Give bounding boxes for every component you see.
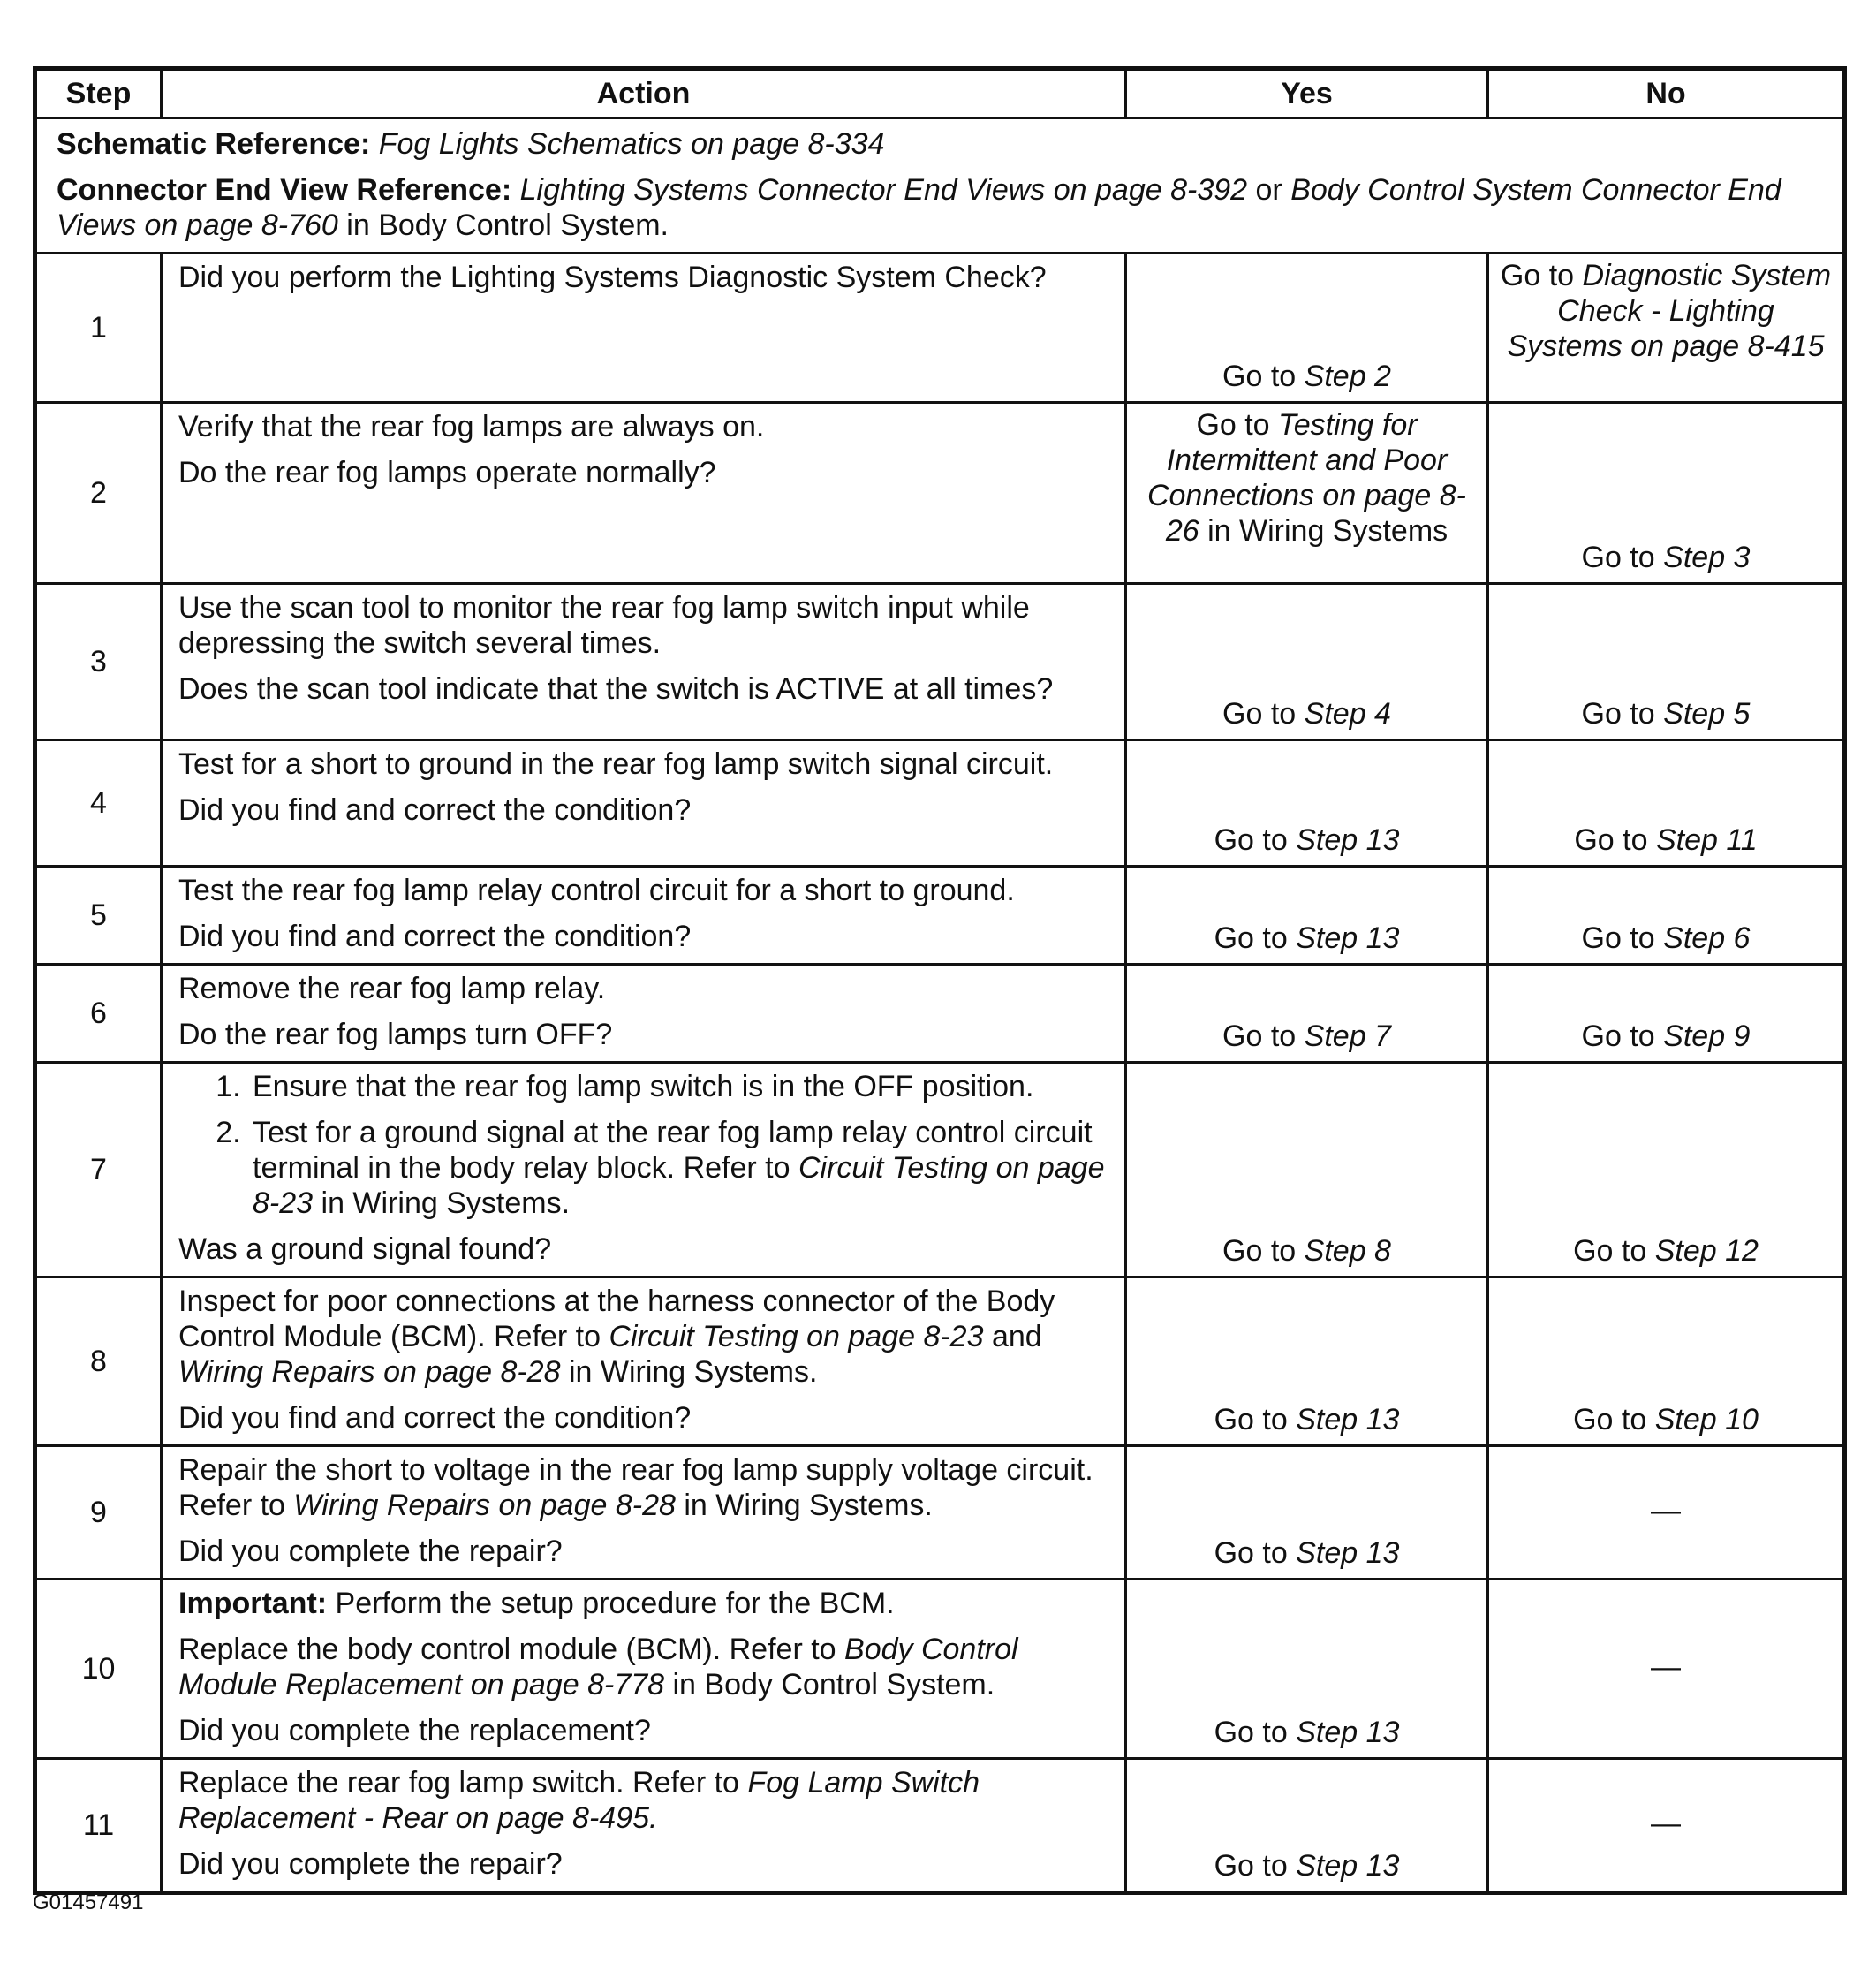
action-cell — [162, 740, 1126, 867]
table-row — [35, 584, 1845, 740]
goto-suffix: in Wiring Systems — [1207, 514, 1449, 548]
table-row — [35, 403, 1845, 584]
step-number: 4 — [35, 740, 162, 867]
list-item — [249, 1069, 1112, 1104]
no-result — [1488, 1446, 1845, 1580]
yes-result — [1126, 1277, 1488, 1446]
yes-result — [1126, 403, 1488, 584]
step-number: 6 — [35, 965, 162, 1063]
diagnostic-table — [33, 66, 1847, 1895]
action-text: Do the rear fog lamps turn OFF? — [178, 1018, 613, 1051]
connector-label: Connector End View Reference: — [57, 173, 512, 207]
table-row — [35, 254, 1845, 403]
action-text: Did you complete the repair? — [178, 1535, 563, 1568]
yes-result — [1126, 740, 1488, 867]
yes-result — [1126, 1580, 1488, 1759]
action-text: Remove the rear fog lamp relay. — [178, 972, 606, 1005]
schematic-reference — [57, 126, 1825, 162]
connector-or: or — [1255, 173, 1282, 207]
no-result — [1488, 1063, 1845, 1277]
goto-prefix: Go to — [1222, 1019, 1297, 1053]
goto-link[interactable]: Step 10 — [1654, 1403, 1759, 1436]
action-cell — [162, 254, 1126, 403]
step-number: 3 — [35, 584, 162, 740]
goto-prefix: Go to — [1214, 1849, 1288, 1883]
yes-result — [1126, 1759, 1488, 1893]
no-result — [1488, 584, 1845, 740]
not-applicable-dash: — — [1651, 1650, 1681, 1684]
action-instruction — [178, 1452, 1112, 1523]
no-result — [1488, 403, 1845, 584]
goto-link[interactable]: Step 5 — [1663, 697, 1751, 731]
goto-prefix: Go to — [1214, 1403, 1288, 1436]
yes-result — [1126, 1063, 1488, 1277]
table-row — [35, 740, 1845, 867]
reference-link[interactable]: Wiring Repairs on page 8-28 — [293, 1489, 676, 1522]
schematic-link[interactable]: Fog Lights Schematics on page 8-334 — [378, 127, 885, 161]
connector-reference — [57, 172, 1825, 243]
step-number: 2 — [35, 403, 162, 584]
action-text: Was a ground signal found? — [178, 1232, 552, 1266]
reference-cell — [35, 118, 1845, 254]
action-text: Did you perform the Lighting Systems Diagnostic System Check? — [178, 261, 1047, 294]
goto-link[interactable]: Step 11 — [1655, 823, 1758, 857]
important-label: Important: — [178, 1587, 328, 1620]
yes-result — [1126, 584, 1488, 740]
action-text: Did you complete the replacement? — [178, 1714, 651, 1747]
header-step: Step — [35, 69, 162, 118]
goto-link[interactable]: Step 4 — [1304, 697, 1391, 731]
instruction-suffix: in Body Control System. — [672, 1668, 995, 1701]
goto-prefix: Go to — [1214, 1536, 1288, 1570]
action-text: Use the scan tool to monitor the rear fog lamp switch input while depressing the switch several times. — [178, 591, 1030, 660]
goto-prefix: Go to — [1214, 921, 1288, 955]
action-cell — [162, 1063, 1126, 1277]
goto-prefix: Go to — [1222, 360, 1297, 393]
goto-link[interactable]: Step 6 — [1663, 921, 1751, 955]
reference-link[interactable]: Body Control Module Replacement on page 8-778 — [178, 1633, 1018, 1701]
not-applicable-dash: — — [1651, 1807, 1681, 1840]
not-applicable-dash: — — [1651, 1494, 1681, 1527]
no-result — [1488, 1277, 1845, 1446]
important-text: Perform the setup procedure for the BCM. — [335, 1587, 895, 1620]
yes-result — [1126, 254, 1488, 403]
table-row — [35, 867, 1845, 965]
action-text: Verify that the rear fog lamps are always on. — [178, 410, 765, 443]
schematic-label: Schematic Reference: — [57, 127, 371, 161]
no-result — [1488, 1580, 1845, 1759]
action-cell — [162, 867, 1126, 965]
goto-prefix: Go to — [1581, 1019, 1655, 1053]
action-text: Do the rear fog lamps operate normally? — [178, 456, 716, 489]
instruction-suffix: in Wiring Systems. — [684, 1489, 933, 1522]
instruction-and: and — [991, 1320, 1042, 1353]
action-cell — [162, 1580, 1126, 1759]
action-cell — [162, 965, 1126, 1063]
step-number: 1 — [35, 254, 162, 403]
action-instruction — [178, 1284, 1112, 1390]
action-cell — [162, 1759, 1126, 1893]
reference-link[interactable]: Wiring Repairs on page 8-28 — [178, 1355, 561, 1389]
table-row — [35, 1446, 1845, 1580]
no-result — [1488, 867, 1845, 965]
goto-link[interactable]: Step 13 — [1296, 823, 1400, 857]
action-cell — [162, 584, 1126, 740]
no-result — [1488, 1759, 1845, 1893]
goto-prefix: Go to — [1581, 541, 1655, 574]
goto-link[interactable]: Step 13 — [1296, 1536, 1400, 1570]
connector-tail: in Body Control System. — [346, 208, 669, 242]
goto-link[interactable]: Step 13 — [1296, 921, 1400, 955]
instruction-text: Inspect for poor connections at the harness connector of the Body Control Module (BCM). Refer to — [178, 1285, 1055, 1353]
step-number: 8 — [35, 1277, 162, 1446]
table-row — [35, 965, 1845, 1063]
action-steps-list — [178, 1069, 1112, 1221]
goto-prefix: Go to — [1574, 823, 1648, 857]
table-row — [35, 1277, 1845, 1446]
list-item — [249, 1115, 1112, 1221]
step-number: 5 — [35, 867, 162, 965]
goto-prefix: Go to — [1222, 697, 1297, 731]
action-cell — [162, 403, 1126, 584]
list-item-text: Ensure that the rear fog lamp switch is in the OFF position. — [253, 1070, 1034, 1103]
goto-prefix: Go to — [1222, 1234, 1297, 1268]
instruction-text: Replace the body control module (BCM). Refer to — [178, 1633, 836, 1666]
reference-row — [35, 118, 1845, 254]
instruction-text: Repair the short to voltage in the rear fog lamp supply voltage circuit. Refer to — [178, 1453, 1093, 1522]
goto-link[interactable]: Step 12 — [1654, 1234, 1759, 1268]
figure-id: G01457491 — [33, 1891, 144, 1914]
goto-link[interactable]: Step 7 — [1304, 1019, 1391, 1053]
reference-link[interactable]: Fog Lamp Switch Replacement - Rear on page 8-495. — [178, 1766, 980, 1835]
action-text: Did you complete the repair? — [178, 1847, 563, 1881]
important-note — [178, 1586, 1112, 1621]
no-result — [1488, 965, 1845, 1063]
yes-result — [1126, 1446, 1488, 1580]
yes-result — [1126, 867, 1488, 965]
instruction-text: Replace the rear fog lamp switch. Refer to — [178, 1766, 739, 1800]
header-yes: Yes — [1126, 69, 1488, 118]
action-instruction — [178, 1632, 1112, 1702]
action-text: Does the scan tool indicate that the switch is ACTIVE at all times? — [178, 672, 1054, 706]
goto-link[interactable]: Step 13 — [1296, 1403, 1400, 1436]
header-no: No — [1488, 69, 1845, 118]
goto-link[interactable]: Testing for Intermittent and Poor Connections on page 8-26 — [1146, 408, 1467, 548]
list-item-suffix: in Wiring Systems. — [321, 1186, 571, 1220]
table-row — [35, 1759, 1845, 1893]
table-row — [35, 1580, 1845, 1759]
action-text: Did you find and correct the condition? — [178, 793, 692, 827]
goto-prefix: Go to — [1573, 1403, 1647, 1436]
list-item-text: Test for a ground signal at the rear fog lamp relay control circuit terminal in the body relay block. Refer to — [253, 1116, 1093, 1185]
connector-link-body[interactable]: Body Control System Connector End Views on page 8-760 — [57, 173, 1781, 242]
instruction-suffix: in Wiring Systems. — [568, 1355, 818, 1389]
action-cell — [162, 1446, 1126, 1580]
goto-link[interactable]: Step 8 — [1304, 1234, 1391, 1268]
goto-prefix: Go to — [1573, 1234, 1647, 1268]
action-instruction — [178, 1765, 1112, 1836]
goto-link[interactable]: Step 2 — [1304, 360, 1391, 393]
action-cell — [162, 1277, 1126, 1446]
goto-prefix: Go to — [1581, 921, 1655, 955]
step-number: 11 — [35, 1759, 162, 1893]
header-action: Action — [162, 69, 1126, 118]
goto-link[interactable]: Step 13 — [1296, 1849, 1400, 1883]
no-result — [1488, 740, 1845, 867]
goto-prefix: Go to — [1581, 697, 1655, 731]
action-text: Did you find and correct the condition? — [178, 1401, 692, 1435]
no-result — [1488, 254, 1845, 403]
goto-prefix: Go to — [1214, 823, 1288, 857]
goto-link[interactable]: Step 3 — [1663, 541, 1751, 574]
action-text: Test the rear fog lamp relay control circuit for a short to ground. — [178, 874, 1015, 907]
goto-prefix: Go to — [1196, 408, 1270, 442]
goto-prefix: Go to — [1214, 1716, 1288, 1749]
connector-link-lighting[interactable]: Lighting Systems Connector End Views on page 8-392 — [519, 173, 1248, 207]
goto-link[interactable]: Step 13 — [1296, 1716, 1400, 1749]
table-row — [35, 1063, 1845, 1277]
goto-prefix: Go to — [1500, 259, 1575, 292]
goto-link[interactable]: Step 9 — [1663, 1019, 1751, 1053]
action-text: Did you find and correct the condition? — [178, 920, 692, 953]
header-row — [35, 69, 1845, 118]
step-number: 10 — [35, 1580, 162, 1759]
step-number: 9 — [35, 1446, 162, 1580]
reference-link[interactable]: Circuit Testing on page 8-23 — [609, 1320, 984, 1353]
step-number: 7 — [35, 1063, 162, 1277]
reference-link[interactable]: Circuit Testing on page 8-23 — [253, 1151, 1105, 1220]
action-text: Test for a short to ground in the rear fog lamp switch signal circuit. — [178, 747, 1054, 781]
yes-result — [1126, 965, 1488, 1063]
goto-link[interactable]: Diagnostic System Check - Lighting Systems on page 8-415 — [1507, 259, 1832, 363]
